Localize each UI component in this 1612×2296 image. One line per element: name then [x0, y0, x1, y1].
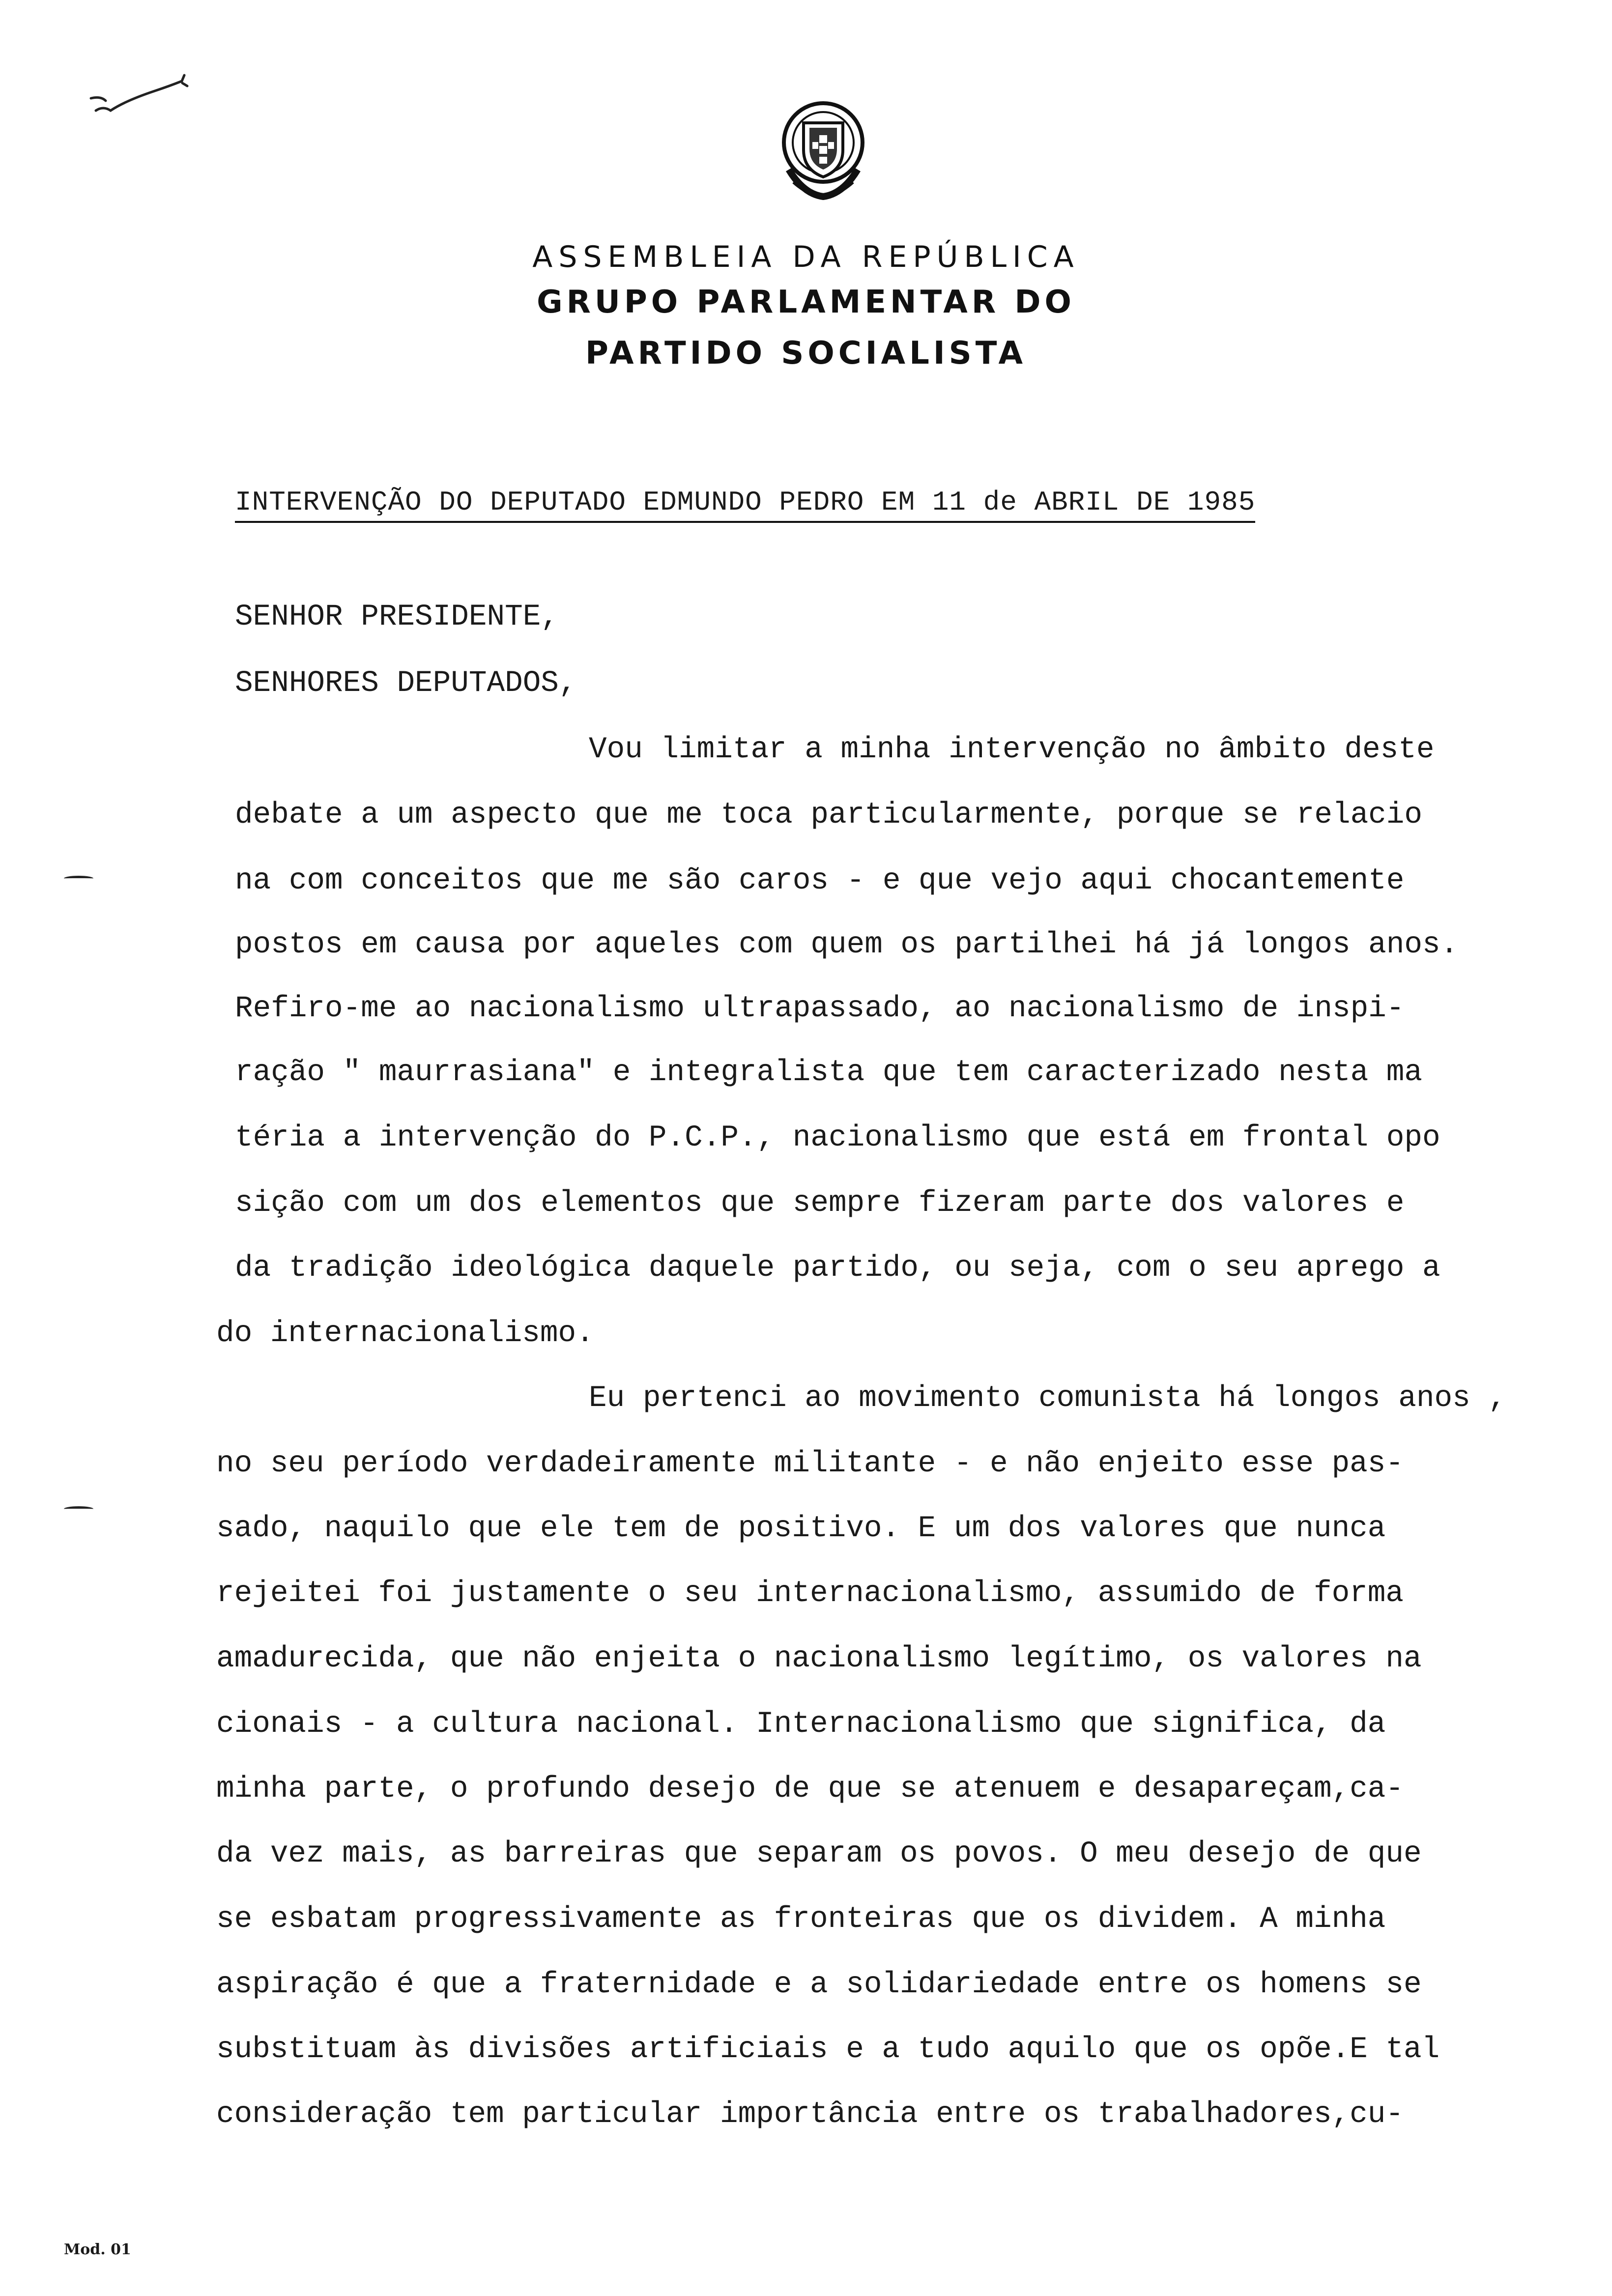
- margin-mark: [64, 876, 93, 881]
- body-line: amadurecida, que não enjeita o nacionalismo legítimo, os valores na: [216, 1642, 1422, 1676]
- body-line: cionais - a cultura nacional. Internacionalismo que significa, da: [216, 1707, 1386, 1741]
- body-line: no seu período verdadeiramente militante - e não enjeito esse pas-: [216, 1447, 1404, 1481]
- body-line: minha parte, o profundo desejo de que se atenuem e desapareçam,ca-: [216, 1772, 1404, 1806]
- body-line: se esbatam progressivamente as fronteiras que os dividem. A minha: [216, 1902, 1386, 1936]
- body-line: aspiração é que a fraternidade e a solidariedade entre os homens se: [216, 1968, 1422, 2002]
- body-line: substituam às divisões artificiais e a tudo aquilo que os opõe.E tal: [216, 2033, 1440, 2066]
- body-line: rejeitei foi justamente o seu internacionalismo, assumido de forma: [216, 1577, 1404, 1610]
- body-line: téria a intervenção do P.C.P., nacionalismo que está em frontal opo: [235, 1121, 1440, 1155]
- body-line: consideração tem particular importância entre os trabalhadores,cu-: [216, 2097, 1404, 2131]
- body-line: na com conceitos que me são caros - e que vejo aqui chocantemente: [235, 864, 1405, 898]
- body-line: debate a um aspecto que me toca particularmente, porque se relacio: [235, 798, 1422, 832]
- salutation-line: SENHORES DEPUTADOS,: [235, 666, 577, 700]
- body-line: Eu pertenci ao movimento comunista há longos anos ,: [589, 1381, 1506, 1415]
- margin-mark: [64, 1506, 93, 1512]
- body-line: do internacionalismo.: [216, 1317, 594, 1350]
- body-line: sado, naquilo que ele tem de positivo. E um dos valores que nunca: [216, 1512, 1386, 1546]
- coat-of-arms-icon: [774, 96, 872, 209]
- group-name-line2: PARTIDO SOCIALISTA: [585, 335, 1027, 372]
- speech-title: INTERVENÇÃO DO DEPUTADO EDMUNDO PEDRO EM 11 de ABRIL DE 1985: [235, 487, 1255, 523]
- handwritten-mark: [86, 71, 199, 130]
- institution-name: ASSEMBLEIA DA REPÚBLICA: [532, 240, 1080, 274]
- body-line: sição com um dos elementos que sempre fizeram parte dos valores e: [235, 1186, 1405, 1220]
- form-code: Mod. 01: [64, 2241, 131, 2258]
- body-line: postos em causa por aqueles com quem os partilhei há já longos anos.: [235, 928, 1459, 962]
- group-name-line1: GRUPO PARLAMENTAR DO: [537, 284, 1075, 320]
- body-line: Refiro-me ao nacionalismo ultrapassado, ao nacionalismo de inspi-: [235, 992, 1405, 1026]
- body-line: ração " maurrasiana" e integralista que tem caracterizado nesta ma: [235, 1056, 1422, 1090]
- body-line: da tradição ideológica daquele partido, ou seja, com o seu aprego a: [235, 1251, 1440, 1285]
- salutation-line: SENHOR PRESIDENTE,: [235, 600, 559, 634]
- body-line: da vez mais, as barreiras que separam os povos. O meu desejo de que: [216, 1837, 1422, 1871]
- body-line: Vou limitar a minha intervenção no âmbito deste: [589, 733, 1435, 767]
